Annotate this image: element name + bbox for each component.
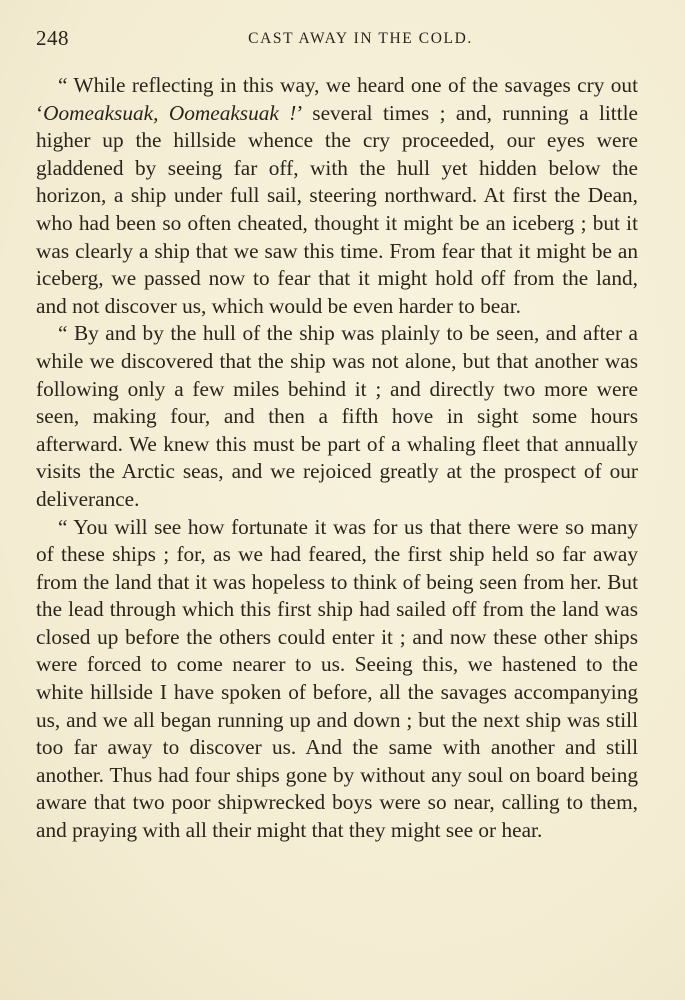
- page-header: [36, 26, 645, 54]
- paragraph-1-text-end: ’ several times ; and, running a little higher up the hillside whence the cry proceeded, our eyes were gladdened by seeing far off, with the hull yet hidden below the horizon, a ship under full sail, steering northward. At first the Dean, who had been so often cheated, thought it might be an iceberg ; but it was clearly a ship that we saw this time. From fear that it might be an iceberg, we passed now to fear that it might hold off from the land, and not discover us, which would be even harder to bear.: [36, 100, 638, 318]
- text-body: [36, 72, 638, 845]
- paragraph-3: “ You will see how fortunate it was for us that there were so many of these ships ; for, as we had feared, the first ship held so far away from the land that it was hopeless to think of being seen from her. But the lead through which this first ship had sailed off from the land was closed up before the others could enter it ; and now these other ships were forced to come nearer to us. Seeing this, we hastened to the white hillside I have spoken of before, all the savages accompanying us, and we all began running up and down ; but the next ship was still too far away to discover us. And the same with another and still another. Thus had four ships gone by without any soul on board being aware that two poor shipwrecked boys were so near, calling to them, and praying with all their might that they might see or hear.: [36, 514, 638, 843]
- page-number: 248: [36, 26, 69, 50]
- paragraph-1-italic-cry: Oomeaksuak, Oomeaksuak !: [43, 100, 297, 125]
- running-title: CAST AWAY IN THE COLD.: [248, 30, 473, 47]
- paragraph-2: “ By and by the hull of the ship was plainly to be seen, and after a while we discovered that the ship was not alone, but that another was following only a few miles behind it ; and directly two more were seen, making four, and then a fifth hove in sight some hours afterward. We knew this must be part of a whaling fleet that annually visits the Arctic seas, and we rejoiced greatly at the prospect of our deliverance.: [36, 321, 638, 511]
- paragraph-1-text-start: “ While reflecting in this way, we heard one of the savages cry out ‘: [36, 73, 638, 125]
- paragraph-1: [36, 72, 638, 320]
